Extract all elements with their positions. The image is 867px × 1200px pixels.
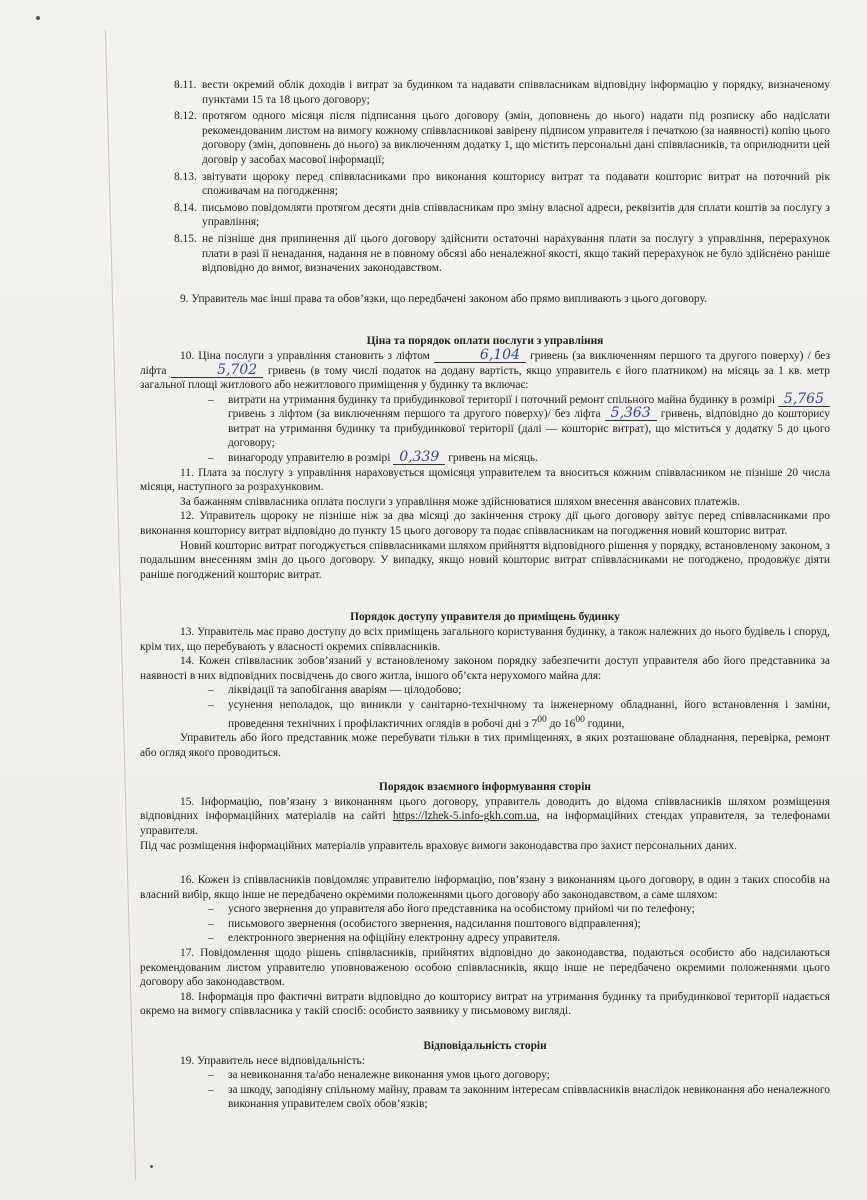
clause-8-14: 8.14. письмово повідомляти протягом десяти днів співвласникам про зміну власної адреси, реквізитів для сплати коштів за послугу з управління; [174, 201, 830, 229]
section-heading-access: Порядок доступу управителя до приміщень будинку [350, 611, 620, 624]
clause-13: 13. Управитель має право доступу до всіх приміщень загального користування будинку, а також належних до нього будівель і споруд, крім тих, що перебувають у власності окремих співвласників. [140, 626, 830, 653]
section-heading-responsibility: Відповідальність сторін [423, 1040, 547, 1053]
section-heading-price: Ціна та порядок оплати послуги з управління [366, 335, 604, 348]
clause-12: 12. Управитель щороку не пізніше ніж за два місяці до закінчення строку дії цього договору звітує перед співвласниками про виконання кошторису витрат відповідно до пункту 15 цього договору та подає співвласникам на погодження новий кошторис витрат. [140, 510, 830, 538]
clause-14: 14. Кожен співвласник зобов’язаний у встановленому законом порядку забезпечити доступ управителя або його представника за наявності в них відповідних посвідчень до свого житла, іншого об’єкта нерухомого майна для: [140, 655, 830, 682]
clause-14-item-accidents: – ліквідації та запобігання аваріям — цілодобово; [208, 684, 462, 697]
clause-16: 16. Кожен із співвласників повідомляє управителю інформацію, пов’язану з виконанням цього договору, в один з таких способів на власний вибір, якщо інше не передбачено окремими положеннями цього договору або законодавством, а саме шляхом: [140, 874, 830, 901]
clause-15: 15. Інформацію, пов’язану з виконанням цього договору, управитель доводить до відома співвласників шляхом розміщення відповідних інформаційних матеріалів на сайті https://lzhek-5.info-gkh.com.ua, на інформаційних стендах управителя, за телефонами управителя. [140, 795, 830, 837]
clause-15-privacy: Під час розміщення інформаційних матеріалів управитель враховує вимоги законодавства про захист персональних даних. [140, 839, 737, 852]
clause-19: 19. Управитель несе відповідальність: [180, 1054, 365, 1067]
handwritten-price-without-lift: 5,702 [171, 364, 263, 378]
handwritten-price-with-lift: 6,104 [434, 349, 526, 363]
paper-mark [150, 1165, 153, 1168]
paper-mark [36, 16, 40, 20]
clause-12-new-estimate: Новий кошторис витрат погоджується співвласниками шляхом прийняття відповідного рішення у порядку, встановленому законом, з подальшим внесенням змін до цього договору. У випадку, якщо новий кошторис витрат співвласниками не погоджено, продовжує діяти раніше погоджений кошторис витрат. [140, 539, 830, 581]
clause-10: 10. Ціна послуги з управління становить з ліфтом 6,104 гривень (за виключенням першого та другого поверху) / без ліфта 5,702 гривень (в тому числі податок на додану вартість, якщо управитель є його платником) на місяць за 1 кв. метр загальної площі житлового або нежитлового приміщення у будинку та включає: [140, 346, 831, 392]
clause-10-item-maintenance: – витрати на утримання будинку та прибудинкової території і поточний ремонт спільного майна будинку в розмірі 5,765 гривень з ліфтом (за виключенням першого та другого поверху)/ без ліфта 5,363 гривень, відповідно до кошторису витрат на утримання будинку та прибудинкової території (далі — кошторис витрат), що міститься у додатку 5 до цього договору; [208, 390, 830, 450]
handwritten-maintenance-without-lift: 5,363 [605, 407, 657, 421]
clause-11: 11. Плата за послугу з управління нараховується щомісяця управителем та вноситься кожним співвласником не пізніше 20 числа місяця, наступного за розрахунковим. [140, 466, 830, 494]
clause-16-item-electronic: – електронного звернення на офіційну електронну адресу управителя. [208, 932, 561, 945]
clause-19-item-damage: – за шкоду, заподіяну спільному майну, правам та законним інтересам співвласників внаслідок невиконання або неналежного виконання управителем своїх обов’язків; [208, 1083, 830, 1111]
clause-19-item-nonperformance: – за невиконання та/або неналежне виконання умов цього договору; [208, 1069, 550, 1082]
clause-8-13: 8.13. звітувати щороку перед співвласниками про виконання кошторису витрат та подавати кошторис витрат на поточний рік споживачам на погодження; [174, 170, 830, 198]
clause-16-item-written: – письмового звернення (особистого звернення, надсилання поштового відправлення); [208, 917, 641, 930]
clause-18: 18. Інформація про фактичні витрати відповідно до кошторису витрат на утримання будинку та прибудинкової території надається окремо на вимогу співвласника у такій спосіб: особисто заявнику у письмовому вигляді. [140, 990, 830, 1018]
clause-8-12: 8.12. протягом одного місяця після підписання цього договору (змін, доповнень до нього) надати під розписку або надіслати рекомендованим листом на вимогу кожному співвласникові завірену підписом управителя і печаткою (за наявності) копію цього договору (змін, доповнень до нього) за виключенням додатку 1, що містить персональні дані співвласників, та оприлюднити цей договір у засобах масової інформації; [174, 110, 830, 166]
clause-10-item-fee: – винагороду управителю в розмірі 0,339 гривень на місяць. [208, 449, 538, 466]
clause-14-presence: Управитель або його представник може перебувати тільки в тих приміщеннях, в яких розташоване обладнання, перевірка, ремонт або огляд якого проводиться. [140, 731, 830, 759]
clause-9: 9. Управитель має інші права та обов’язки, що передбачені законом або прямо випливають з цього договору. [180, 292, 707, 305]
handwritten-manager-fee: 0,339 [393, 451, 445, 465]
clause-16-item-oral: – усного звернення до управителя або його представника на особистому прийомі чи по телефону; [208, 903, 695, 916]
handwritten-maintenance-with-lift: 5,765 [778, 393, 830, 407]
clause-14-item-repairs: – усунення неполадок, що виникли у санітарно-технічному та інженерному обладнанні, його встановлення і заміни, проведення технічних і профілактичних оглядів в робочі дні з $7^{00}$ до $16^{00}$ години, [208, 698, 830, 730]
clause-17: 17. Повідомлення щодо рішень співвласників, прийнятих відповідно до законодавства, подаються особисто або надсилаються рекомендованим листом управителю уповноваженою особою співвласників, якщо інше не передбачено окремими положеннями цього договору або законодавством. [140, 947, 830, 989]
document-body [140, 78, 830, 1112]
clause-8-15: 8.15. не пізніше дня припинення дії цього договору здійснити остаточні нарахування плати за послугу з управління, перерахунок плати в разі її ненадання, надання не в повному обсязі або неналежної якості, якщо такий перерахунок не було здійснено раніше відповідно до вимог, визначених законодавством. [174, 232, 830, 275]
website-link[interactable]: https://lzhek-5.info-gkh.com.ua [392, 810, 537, 823]
clause-8-11: 8.11. вести окремий облік доходів і витрат за будинком та надавати співвласникам відповідну інформацію у порядку, визначеному пунктами 15 та 18 цього договору; [174, 79, 830, 106]
section-heading-info: Порядок взаємного інформування сторін [379, 781, 591, 794]
clause-11-advance: За бажанням співвласника оплата послуги з управління може здійснюватися шляхом внесення авансових платежів. [180, 495, 741, 508]
paper-edge [105, 30, 136, 1180]
